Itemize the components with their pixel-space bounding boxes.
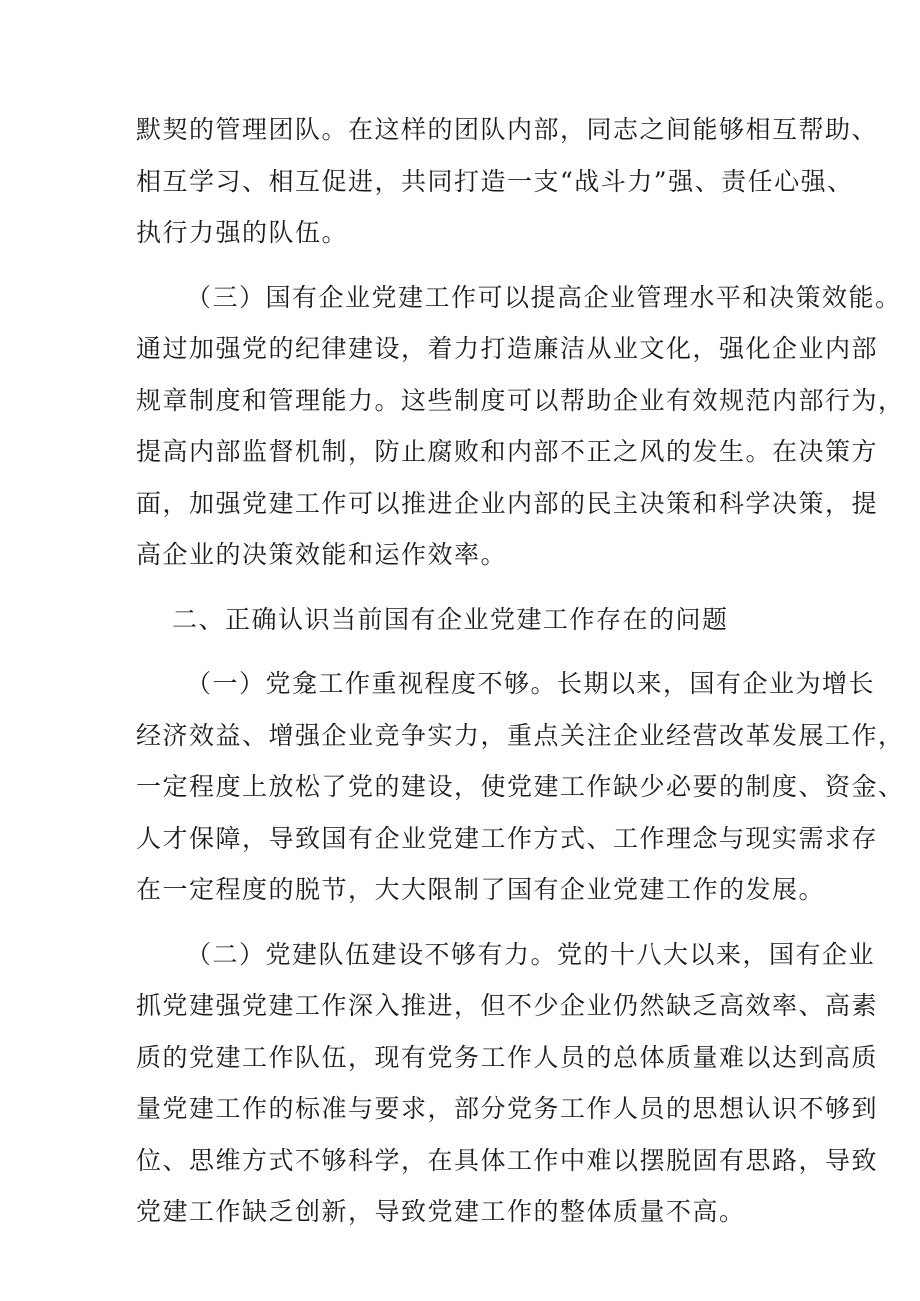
text-line: （一）党龛工作重视程度不够。长期以来，国有企业为增长: [186, 669, 876, 698]
text-line: （二）党建队伍建设不够有力。党的十八大以来，国有企业: [186, 939, 876, 969]
text-line: 抓党建强党建工作深入推进，但不少企业仍然缺乏高效率、高素: [136, 991, 879, 1020]
paragraph-management-decision: [136, 272, 905, 581]
text-line: 人才保障，导致国有企业党建工作方式、工作理念与现实需求存: [136, 823, 879, 853]
text-line: 相互学习、相互促进，共同打造一支“战斗力”强、责任心强、: [136, 166, 854, 196]
text-line: 高企业的决策效能和运作效率。: [136, 540, 508, 569]
text-line: 提高内部监督机制，防止腐败和内部不正之风的发生。在决策方: [136, 437, 879, 466]
text-line: 质的党建工作队伍，现有党务工作人员的总体质量难以达到高质: [136, 1042, 879, 1072]
text-line: 在一定程度的脱节，大大限制了国有企业党建工作的发展。: [136, 875, 826, 904]
paragraph-team-continued: [136, 104, 879, 259]
paragraph-insufficient-attention: [136, 658, 905, 916]
text-line: 党建工作缺乏创新，导致党建工作的整体质量不高。: [136, 1197, 746, 1226]
heading-line: 二、正确认识当前国有企业党建工作存在的问题: [172, 604, 729, 634]
text-line: 默契的管理团队。在这样的团队内部，同志之间能够相互帮助、: [136, 115, 879, 144]
text-line: 量党建工作的标准与要求，部分党务工作人员的思想认识不够到: [136, 1094, 879, 1123]
text-line: 位、思维方式不够科学，在具体工作中难以摆脱固有思路，导致: [136, 1145, 879, 1175]
text-line: 经济效益、增强企业竞争实力，重点关注企业经营改革发展工作，: [136, 720, 905, 750]
text-line: 面，加强党建工作可以推进企业内部的民主决策和科学决策，提: [136, 488, 879, 518]
document-body: [136, 104, 905, 1238]
text-line: （三）国有企业党建工作可以提高企业管理水平和决策效能。: [186, 282, 902, 312]
text-line: 规章制度和管理能力。这些制度可以帮助企业有效规范内部行为，: [136, 385, 905, 415]
text-line: 通过加强党的纪律建设，着力打造廉洁从业文化，强化企业内部: [136, 334, 879, 363]
section-heading-problems: [136, 594, 786, 646]
text-line: 执行力强的队伍。: [136, 218, 349, 247]
paragraph-team-building: [136, 929, 879, 1238]
text-line: 一定程度上放松了党的建设，使党建工作缺少必要的制度、资金、: [136, 772, 905, 801]
